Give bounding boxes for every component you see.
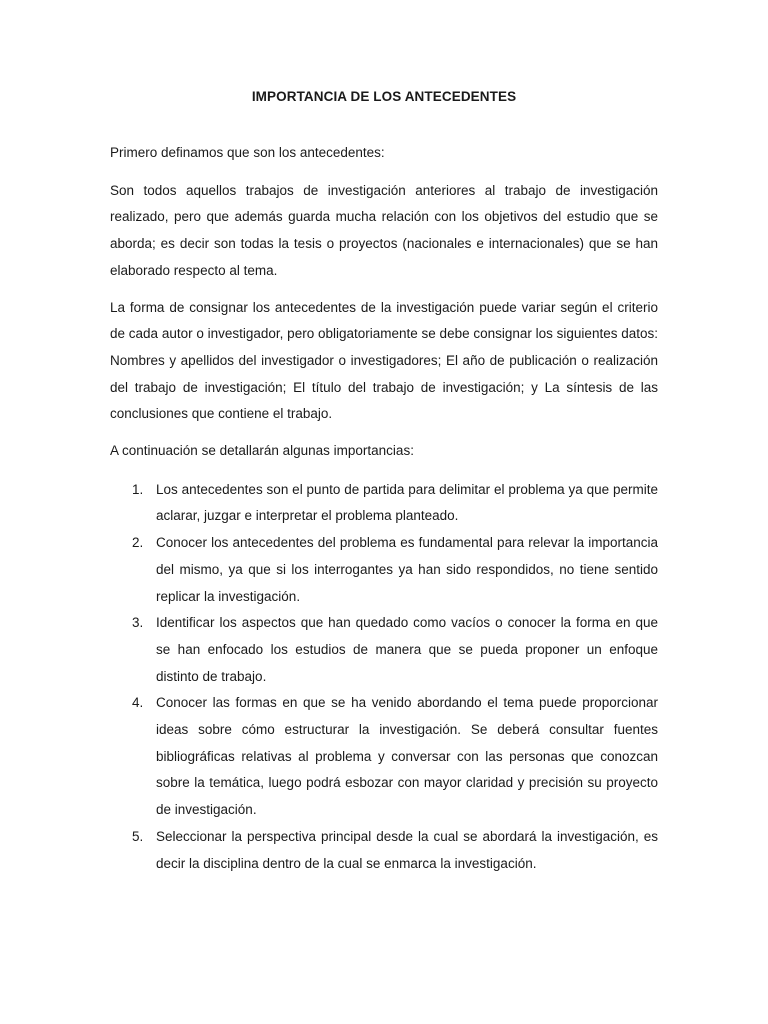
- list-item-number: 5.: [132, 828, 144, 844]
- list-item-text: Conocer los antecedentes del problema es fundamental para relevar la importancia del mismo, ya que si los interrogantes ya han sido respondidos, no tiene sentido replicar la investigación.: [156, 535, 658, 604]
- paragraph-form: La forma de consignar los antecedentes de la investigación puede variar según el criterio de cada autor o investigador, pero obligatoriamente se debe consignar los siguientes datos: Nombres y apellidos del investigador o investigadores; El año de publicación o realización del trabajo de investigación; El título del trabajo de investigación; y La síntesis de las conclusiones que contiene el trabajo.: [110, 299, 658, 422]
- list-item-number: 1.: [132, 481, 144, 497]
- list-item: [110, 690, 658, 824]
- list-item-text: Conocer las formas en que se ha venido abordando el tema puede proporcionar ideas sobre cómo estructurar la investigación. Se deberá consultar fuentes bibliográficas relativas al problema y conversar con las personas que conozcan sobre la temática, luego podrá esbozar con mayor claridad y precisión su proyecto de investigación.: [156, 695, 658, 818]
- list-item-number: 2.: [132, 535, 144, 551]
- list-item-text: Seleccionar la perspectiva principal desde la cual se abordará la investigación, es decir la disciplina dentro de la cual se enmarca la investigación.: [156, 828, 658, 871]
- list-item-text: Identificar los aspectos que han quedado como vacíos o conocer la forma en que se han enfocado los estudios de manera que se pueda proponer un enfoque distinto de trabajo.: [156, 615, 658, 684]
- list-item: [110, 610, 658, 690]
- list-item-number: 4.: [132, 695, 144, 711]
- list-item: [110, 530, 658, 610]
- importance-list: [110, 477, 658, 878]
- paragraph-definition: Son todos aquellos trabajos de investigación anteriores al trabajo de investigación realizado, pero que además guarda mucha relación con los objetivos del estudio que se aborda; es decir son todas la tesis o proyectos (nacionales e internacionales) que se han elaborado respecto al tema.: [110, 182, 658, 278]
- document-page: [110, 88, 658, 877]
- paragraph-list-intro: A continuación se detallarán algunas importancias:: [110, 443, 414, 459]
- list-item-text: Los antecedentes son el punto de partida para delimitar el problema ya que permite aclarar, juzgar e interpretar el problema planteado.: [156, 481, 658, 524]
- document-title: IMPORTANCIA DE LOS ANTECEDENTES: [251, 89, 517, 104]
- list-item: [110, 824, 658, 877]
- list-item-number: 3.: [132, 615, 144, 631]
- list-item: [110, 477, 658, 530]
- paragraph-intro: Primero definamos que son los antecedentes:: [110, 145, 385, 160]
